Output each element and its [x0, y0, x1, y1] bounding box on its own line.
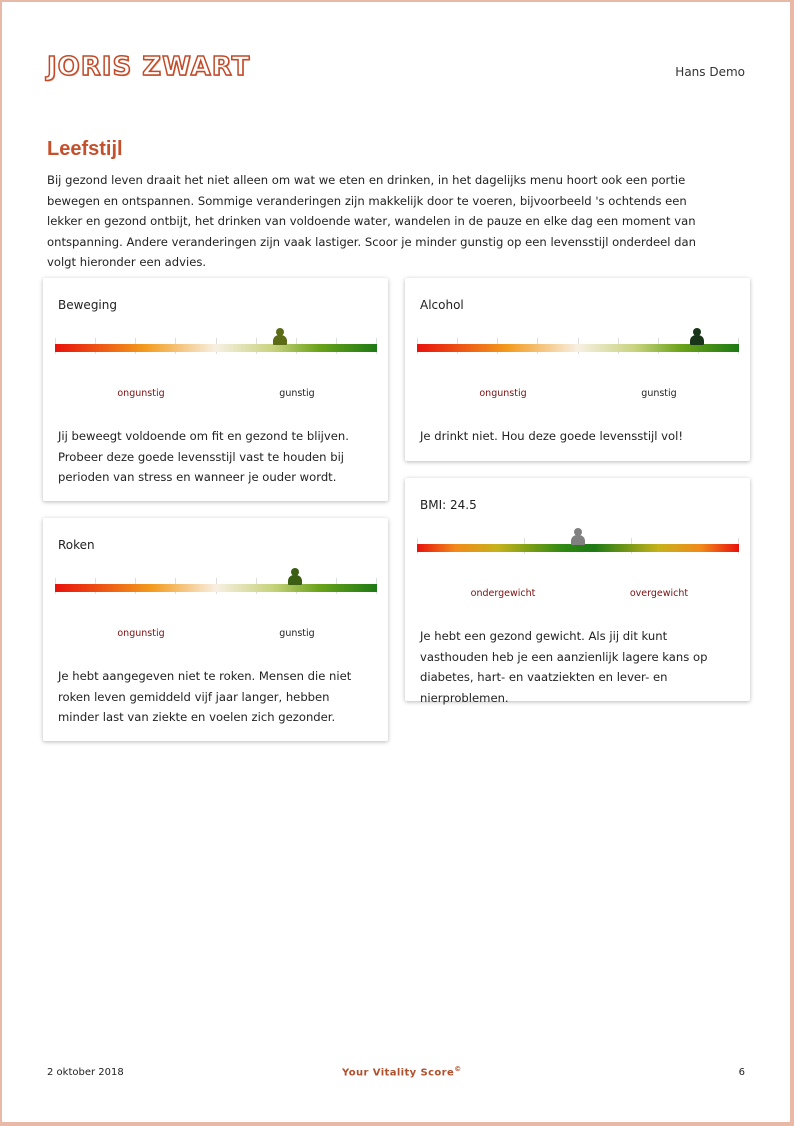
- report-page: [2, 2, 790, 1122]
- scale-label-low: ongunstig: [479, 388, 527, 399]
- person-marker-icon: [570, 528, 586, 545]
- card-title: Roken: [58, 538, 95, 552]
- person-marker-icon: [272, 328, 288, 345]
- section-intro: Bij gezond leven draait het niet alleen om wat we eten en drinken, in het dagelijks menu hoort ook een portie bewegen en ontspannen. Sommige veranderingen zijn makkelijk door te voeren, bijvoorbeeld 's ochtends een lekker en gezond ontbijt, het drinken van voldoende water, wandelen in de pauze en elke dag een moment van ontspanning. Andere veranderingen zijn vaak lastiger. Scoor je minder gunstig op een levensstijl onderdeel dan volgt hieronder een advies.: [47, 173, 696, 269]
- score-scale: [55, 568, 377, 598]
- score-bar: [55, 344, 377, 352]
- scale-label-high: gunstig: [279, 628, 315, 639]
- footer-brand-text: Your Vitality Score: [342, 1067, 455, 1079]
- card-advice: Je hebt aangegeven niet te roken. Mensen die niet roken leven gemiddeld vijf jaar langer, hebben minder last van ziekte en voelen zich gezonder.: [58, 669, 352, 724]
- footer-brand: [342, 1065, 462, 1078]
- person-marker-icon: [287, 568, 303, 585]
- scale-label-low: ondergewicht: [470, 588, 536, 599]
- card-title: BMI: 24.5: [420, 498, 477, 512]
- section-title: Leefstijl: [47, 138, 123, 160]
- scale-label-low: ongunstig: [117, 388, 165, 399]
- page-number: 6: [738, 1067, 745, 1078]
- score-scale: [55, 328, 377, 358]
- score-scale: [417, 528, 739, 558]
- score-bar: [55, 584, 377, 592]
- scale-label-high: overgewicht: [629, 588, 689, 599]
- person-marker-icon: [689, 328, 705, 345]
- card-roken: [43, 518, 388, 741]
- user-name: Hans Demo: [675, 65, 745, 79]
- card-bmi: [405, 478, 750, 705]
- scale-label-low: ongunstig: [117, 628, 165, 639]
- score-bar: [417, 544, 739, 552]
- score-scale: [417, 328, 739, 358]
- card-alcohol: [405, 278, 750, 461]
- card-advice: Jij beweegt voldoende om fit en gezond te blijven. Probeer deze goede levensstijl vast te houden bij perioden van stress en wanneer je ouder wordt.: [58, 429, 349, 484]
- card-advice: Je hebt een gezond gewicht. Als jij dit kunt vasthouden heb je een aanzienlijk lagere kans op diabetes, hart- en vaatziekten en lever- en nierproblemen.: [420, 629, 708, 705]
- scale-label-high: gunstig: [641, 388, 677, 399]
- brand-logo: JORIS ZWART: [47, 52, 251, 82]
- card-title: Alcohol: [420, 298, 464, 312]
- score-bar: [417, 344, 739, 352]
- footer-date: 2 oktober 2018: [47, 1067, 124, 1078]
- card-title: Beweging: [58, 298, 117, 312]
- card-beweging: [43, 278, 388, 501]
- card-advice: Je drinkt niet. Hou deze goede levensstijl vol!: [420, 429, 683, 443]
- scale-label-high: gunstig: [279, 388, 315, 399]
- copyright-mark: ©: [454, 1065, 462, 1073]
